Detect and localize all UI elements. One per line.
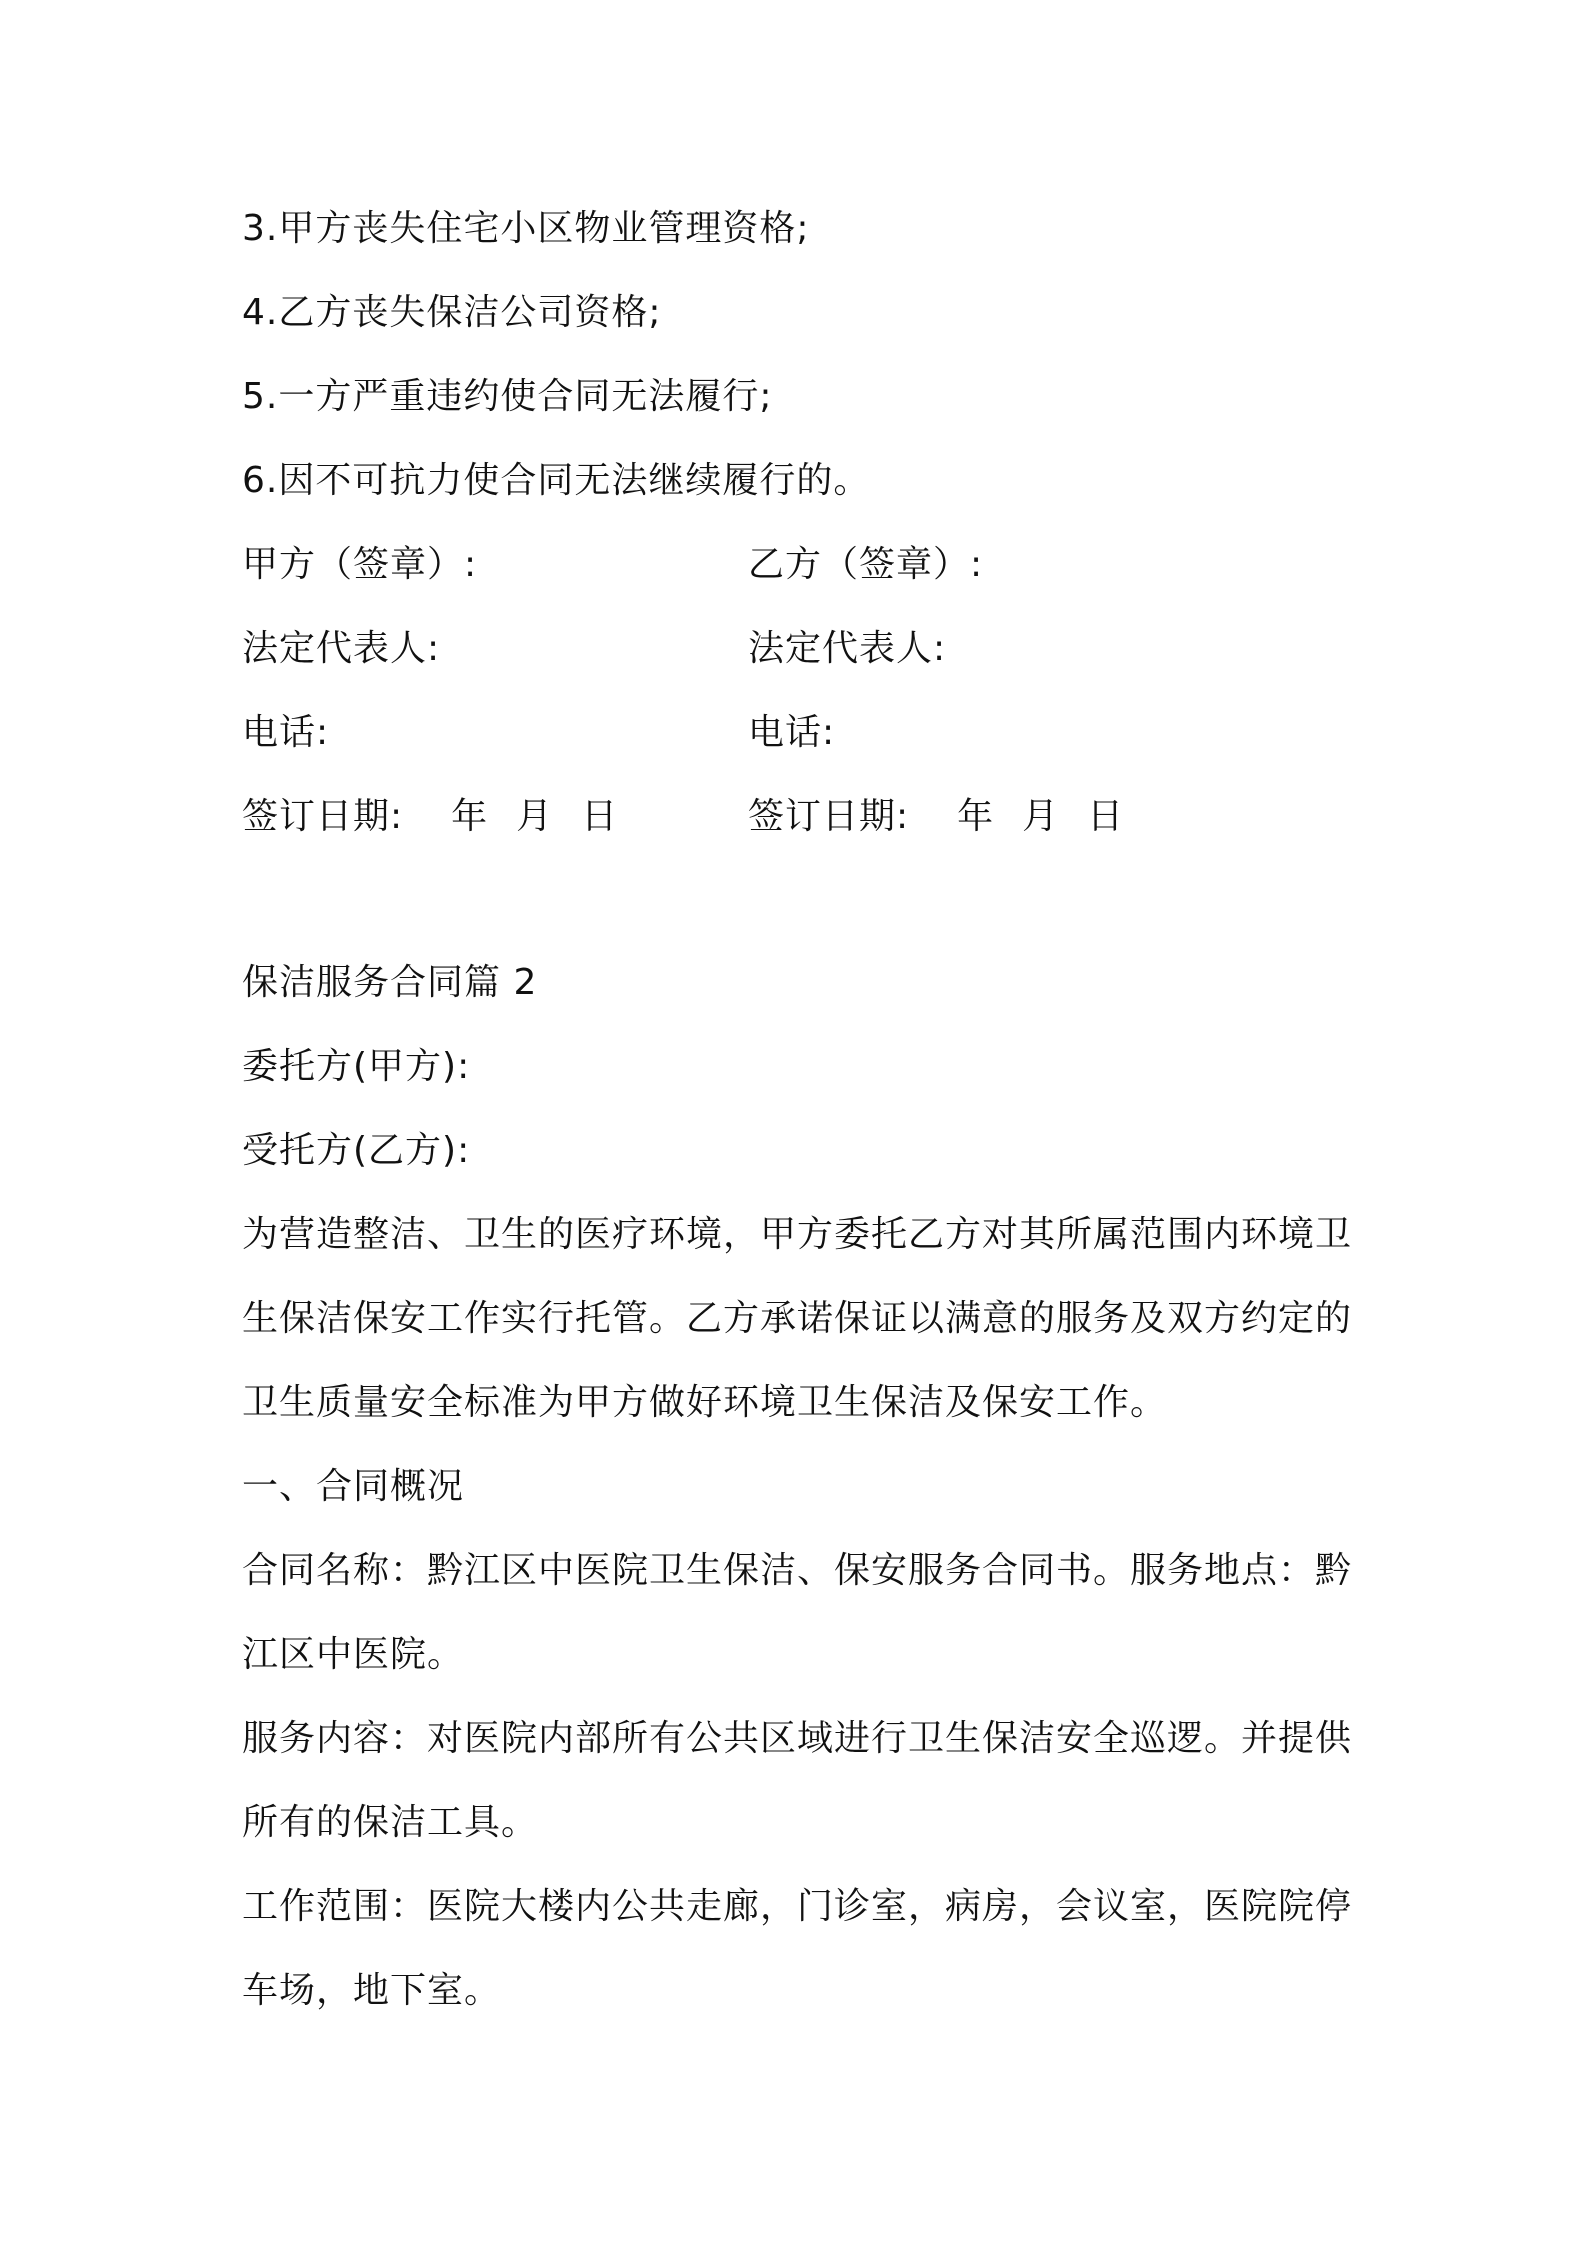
- party-a-date-month: 月: [516, 796, 554, 837]
- party-b-date-label: 签订日期:: [748, 796, 910, 837]
- clause-3: 3.甲方丧失住宅小区物业管理资格;: [242, 208, 810, 249]
- clause-4: 4.乙方丧失保洁公司资格;: [242, 292, 662, 333]
- clause-5: 5.一方严重违约使合同无法履行;: [242, 376, 773, 417]
- party-a-sign-date: [242, 793, 618, 841]
- service-content-line-2: 所有的保洁工具。: [242, 1802, 539, 1843]
- party-b-representative: 法定代表人:: [748, 628, 947, 669]
- contractor-party: 受托方(乙方):: [242, 1130, 471, 1171]
- party-a-date-day: 日: [581, 796, 619, 837]
- party-a-representative: 法定代表人:: [242, 628, 441, 669]
- contract-name-line-2: 江区中医院。: [242, 1634, 465, 1675]
- party-b-phone: 电话:: [748, 712, 836, 753]
- party-b-date-month: 月: [1022, 796, 1060, 837]
- work-scope-line-2: 车场，地下室。: [242, 1970, 502, 2011]
- party-a-date-year: 年: [451, 796, 489, 837]
- intro-line-2: 生保洁保安工作实行托管。乙方承诺保证以满意的服务及双方约定的: [242, 1298, 1353, 1339]
- party-a-seal: 甲方（签章）:: [242, 544, 478, 585]
- work-scope-line-1: 工作范围：医院大楼内公共走廊，门诊室，病房，会议室，医院院停: [242, 1886, 1353, 1927]
- party-b-date-day: 日: [1087, 796, 1125, 837]
- client-party: 委托方(甲方):: [242, 1046, 471, 1087]
- service-content-line-1: 服务内容：对医院内部所有公共区域进行卫生保洁安全巡逻。并提供: [242, 1718, 1353, 1759]
- party-a-date-label: 签订日期:: [242, 796, 404, 837]
- party-b-sign-date: [748, 793, 1124, 841]
- section-1-heading: 一、合同概况: [242, 1466, 465, 1507]
- intro-line-3: 卫生质量安全标准为甲方做好环境卫生保洁及保安工作。: [242, 1382, 1168, 1423]
- party-a-phone: 电话:: [242, 712, 330, 753]
- intro-line-1: 为营造整洁、卫生的医疗环境，甲方委托乙方对其所属范围内环境卫: [242, 1214, 1353, 1255]
- clause-6: 6.因不可抗力使合同无法继续履行的。: [242, 460, 871, 501]
- contract-2-title: 保洁服务合同篇 2: [242, 962, 538, 1003]
- party-b-date-year: 年: [957, 796, 995, 837]
- contract-name-line-1: 合同名称：黔江区中医院卫生保洁、保安服务合同书。服务地点：黔: [242, 1550, 1353, 1591]
- party-b-seal: 乙方（签章）:: [748, 544, 984, 585]
